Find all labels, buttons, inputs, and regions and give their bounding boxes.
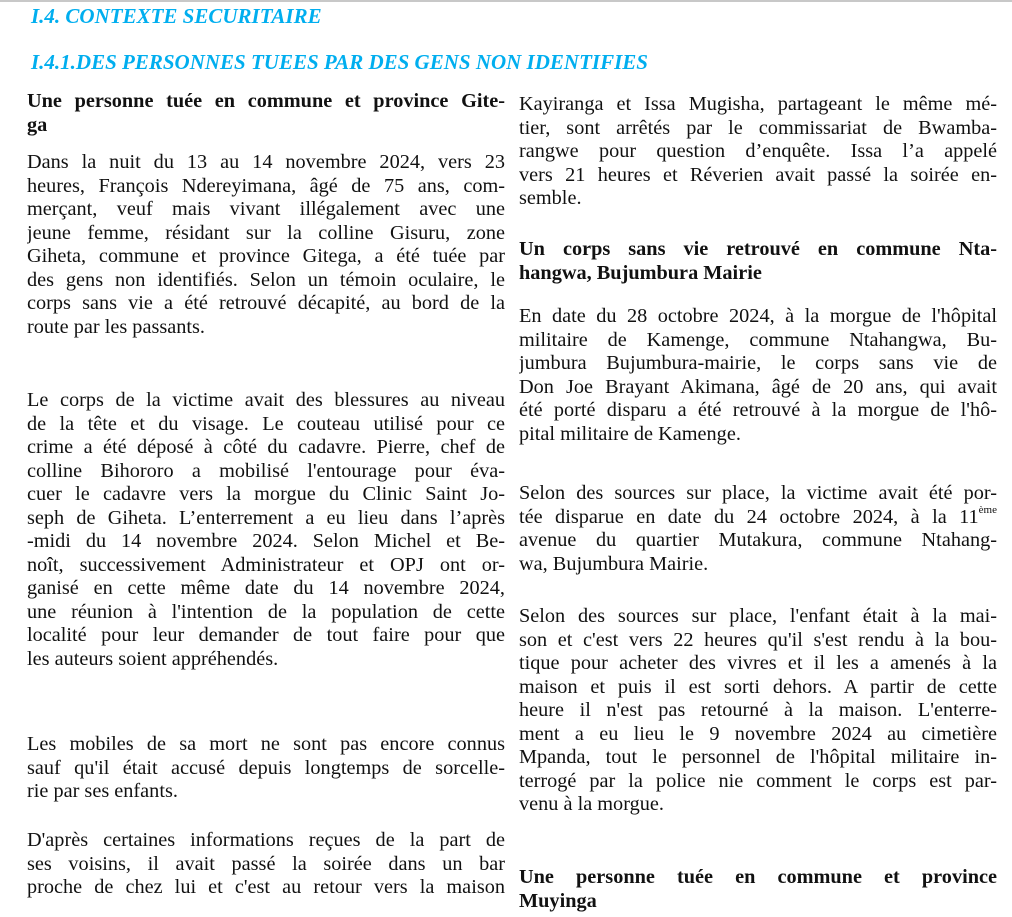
text-line: Don Joe Brayant Akimana, âgé de 20 ans, qui avait <box>519 375 997 398</box>
paragraph-gitega-2 <box>27 389 505 671</box>
text-line: jeune femme, résidant sur la colline Gisuru, zone <box>27 221 505 244</box>
text-line: Le corps de la victime avait des blessures au niveau <box>27 389 505 411</box>
text-line: venu à la morgue. <box>519 793 664 815</box>
paragraph-ntahangwa-2 <box>519 482 997 576</box>
text-line: D'après certaines informations reçues de la part de <box>27 829 505 851</box>
text-line: Les mobiles de sa mort ne sont pas encore connus <box>27 733 505 755</box>
text-line: Selon des sources sur place, la victime avait été por- <box>519 482 997 504</box>
text-line: de la tête et du visage. Le couteau utilisé pour ce <box>27 412 505 435</box>
text-line: seph de Giheta. L’enterrement a eu lieu dans l’après <box>27 506 505 529</box>
text-line: -midi du 14 novembre 2024. Selon Michel et Be- <box>27 530 505 552</box>
title-line: Une personne tuée en commune et province Gite- <box>27 90 505 112</box>
text-line: Giheta, commune et province Gitega, a été tuée par <box>27 245 505 267</box>
text-line: rangwe pour question d’enquête. Issa l’a appelé <box>519 140 997 162</box>
text-line: terrogé par la police nie comment le corps est par- <box>519 769 997 792</box>
text-line: proche de chez lui et c'est au retour vers la maison <box>27 876 505 898</box>
text-line: vers 21 heures et Réverien avait passé la soirée en- <box>519 163 997 186</box>
text-line: une réunion à l'intention de la population de cette <box>27 600 505 623</box>
text-line: Mpanda, tout le personnel de l'hôpital militaire in- <box>519 746 997 768</box>
paragraph-ntahangwa-3 <box>519 605 997 817</box>
text-line: les auteurs soient appréhendés. <box>27 647 279 670</box>
text-line: route par les passants. <box>27 315 205 338</box>
text-line: En date du 28 octobre 2024, à la morgue de l'hôpital <box>519 305 997 327</box>
title-line: Un corps sans vie retrouvé en commune Nta- <box>519 238 997 260</box>
section-heading: I.4. CONTEXTE SECURITAIRE <box>31 4 322 28</box>
text-line: Dans la nuit du 13 au 14 novembre 2024, vers 23 <box>27 151 505 173</box>
article-title-gitega <box>27 90 505 137</box>
text-line: heure il n'est pas retourné à la maison. L'enterre- <box>519 699 997 721</box>
paragraph-gitega-1 <box>27 151 505 339</box>
page-top-border <box>0 0 1012 2</box>
title-line: hangwa, Bujumbura Mairie <box>519 261 762 284</box>
text-line: Selon des sources sur place, l'enfant était à la mai- <box>519 605 997 627</box>
title-line: Muyinga <box>519 889 597 912</box>
text-line: cuer le cadavre vers la morgue du Clinic Saint Jo- <box>27 483 505 505</box>
text-line: son et c'est vers 22 heures qu'il s'est rendu à la bou- <box>519 628 997 651</box>
text-line: avenue du quartier Mutakura, commune Ntahang- <box>519 529 997 551</box>
text-line: ment a eu lieu le 9 novembre 2024 au cimetière <box>519 722 997 745</box>
paragraph-ntahangwa-1 <box>519 305 997 446</box>
text-line: heures, François Ndereyimana, âgé de 75 ans, com- <box>27 174 505 197</box>
text-line: ganisé en cette même date du 14 novembre 2024, <box>27 577 505 599</box>
article-title-ntahangwa <box>519 238 997 285</box>
text-line: localité pour leur demander de tout faire pour que <box>27 624 505 646</box>
text-line: pital militaire de Kamenge. <box>519 422 741 445</box>
text-line: sauf qu'il était accusé depuis longtemps de sorcelle- <box>27 756 505 779</box>
text-line <box>519 506 997 530</box>
text-line: crime a été déposé à côté du cadavre. Pierre, chef de <box>27 436 505 458</box>
paragraph-gitega-3 <box>27 733 505 804</box>
text-line: corps sans vie a été retrouvé décapité, au bord de la <box>27 292 505 314</box>
text-line: wa, Bujumbura Mairie. <box>519 552 709 575</box>
text-line: semble. <box>519 187 582 209</box>
text-line: noît, successivement Administrateur et OPJ ont or- <box>27 553 505 576</box>
text-line: Kayiranga et Issa Mugisha, partageant le même mé- <box>519 93 997 115</box>
text-line: des gens non identifiés. Selon un témoin oculaire, le <box>27 268 505 291</box>
text-line: jumbura Bujumbura-mairie, le corps sans vie de <box>519 352 997 374</box>
text-line: tique pour acheter des vivres et il les a amenés à la <box>519 652 997 674</box>
ordinal-suffix: ème <box>978 505 997 516</box>
text-line: été porté disparu a été retrouvé à la morgue de l'hô- <box>519 399 997 421</box>
title-line: Une personne tuée en commune et province <box>519 866 997 888</box>
text-line: militaire de Kamenge, commune Ntahangwa, Bu- <box>519 328 997 351</box>
text-line: rie par ses enfants. <box>27 780 178 802</box>
text-line: ses voisins, il avait passé la soirée dans un bar <box>27 852 505 875</box>
text-line: merçant, veuf mais vivant illégalement avec une <box>27 198 505 220</box>
paragraph-gitega-4 <box>27 829 505 900</box>
title-line: ga <box>27 113 48 136</box>
paragraph-continued <box>519 93 997 211</box>
text-segment: tée disparue en date du 24 octobre 2024, à la 11 <box>519 505 979 528</box>
text-line: tier, sont arrêtés par le commissariat de Bwamba- <box>519 116 997 139</box>
text-line: maison et puis il est sorti dehors. A partir de cette <box>519 675 997 698</box>
article-title-muyinga <box>519 866 997 913</box>
subsection-heading: I.4.1.DES PERSONNES TUEES PAR DES GENS NON IDENTIFIES <box>31 50 648 74</box>
text-line: colline Bihororo a mobilisé l'entourage pour éva- <box>27 459 505 482</box>
